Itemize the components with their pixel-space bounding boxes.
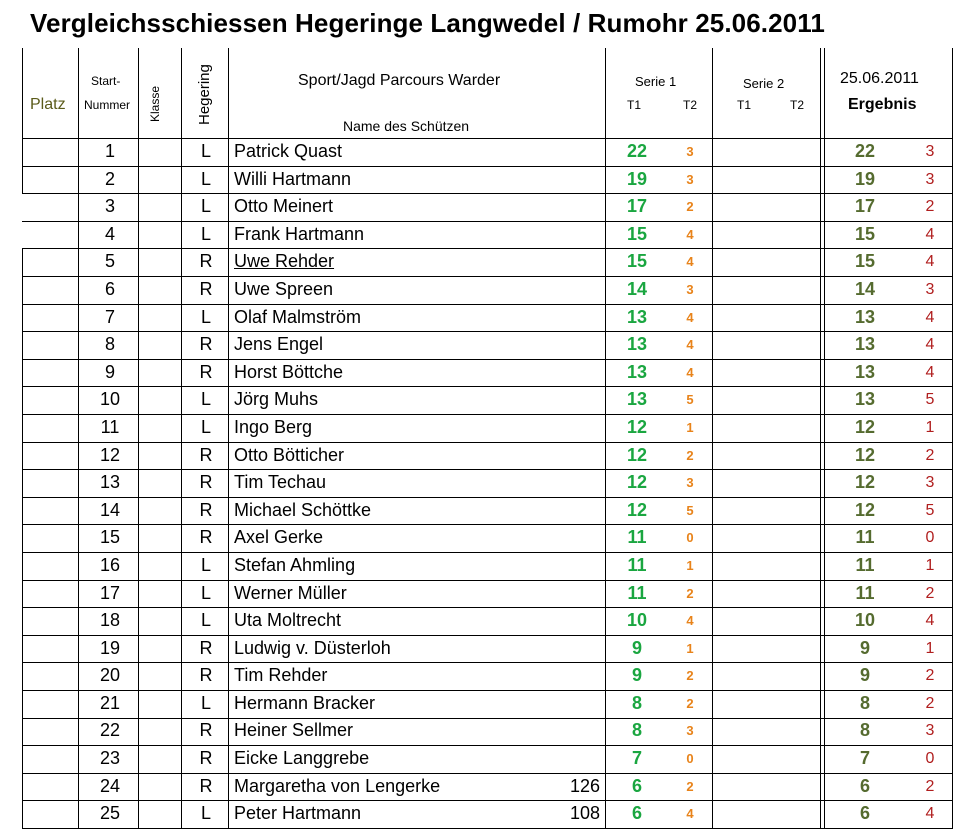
result-t2: 2 [925,694,935,712]
result-total: 11 [855,554,875,575]
hegering: L [200,223,211,244]
result-total: 22 [854,141,876,161]
result-t2: 2 [925,584,935,602]
table-row [0,635,969,663]
result-t2: 4 [925,308,935,326]
result-total: 10 [854,610,876,631]
hegering: L [200,582,211,603]
result-t2: 4 [925,612,935,630]
start-number: 23 [99,748,121,769]
row-divider [22,828,953,829]
start-number: 22 [99,720,121,741]
header-ergebnis: Ergebnis [848,96,917,113]
table-row [0,800,969,828]
result-t2: 4 [925,253,935,271]
shooter-name: Ludwig v. Düsterloh [234,637,391,658]
serie1-t2: 3 [686,723,694,739]
header-serie2-t1: T1 [737,98,752,112]
result-total: 12 [854,499,876,520]
result-t2: 1 [925,556,935,574]
serie1-t2: 2 [686,668,694,684]
table-row [0,442,969,470]
serie1-t1: 17 [626,196,648,217]
result-total: 13 [854,389,876,410]
start-number: 15 [99,527,121,548]
shooter-name: Margaretha von Lengerke [234,775,441,796]
result-t2: 3 [925,722,935,740]
shooter-name: Olaf Malmström [234,306,362,327]
start-number: 11 [100,416,120,437]
result-t2: 5 [925,391,935,409]
result-total: 19 [854,168,876,189]
result-total: 7 [859,748,870,769]
start-number: 20 [99,665,121,686]
shooter-name: Michael Schöttke [234,499,372,520]
result-total: 13 [854,306,876,327]
shooter-name: Patrick Quast [234,141,343,161]
hegering: R [199,334,213,355]
hegering: L [200,141,211,161]
result-total: 6 [859,803,870,824]
serie1-t2: 4 [686,226,694,242]
header-start-line1: Start- [91,74,121,88]
serie1-t1: 22 [626,141,648,161]
start-number: 21 [99,692,121,713]
result-t2: 4 [925,805,935,823]
serie1-t2: 2 [686,447,694,463]
hegering: R [199,637,213,658]
serie1-t1: 6 [631,775,642,796]
table-row [0,717,969,745]
result-total: 14 [854,278,876,299]
hegering: L [200,196,211,217]
table-row [0,248,969,276]
page-title: Vergleichsschiessen Hegeringe Langwedel / Rumohr 25.06.2011 [30,8,825,38]
serie1-t1: 13 [626,306,648,327]
shooter-name: Horst Böttche [234,361,344,382]
table-row [0,580,969,608]
table-row [0,745,969,773]
serie1-t2: 5 [686,502,694,518]
start-number: 19 [99,637,121,658]
hegering: R [199,775,213,796]
serie1-t1: 19 [626,168,648,189]
table-row [0,359,969,387]
hegering: L [200,554,211,575]
column-divider [22,48,23,138]
start-number: 14 [99,499,121,520]
table-row [0,221,969,249]
shooter-name: Werner Müller [234,582,347,603]
serie1-t2: 1 [686,419,694,435]
serie1-t2: 4 [686,309,694,325]
serie1-t1: 8 [631,720,642,741]
table-row [0,386,969,414]
shooter-name: Stefan Ahmling [234,554,356,575]
serie1-t1: 8 [631,692,642,713]
hegering: R [199,251,213,272]
serie1-t2: 4 [686,337,694,353]
header-klasse: Klasse [148,85,162,122]
serie1-t1: 12 [626,444,648,465]
start-number: 3 [104,196,115,217]
shooter-name: Otto Meinert [234,196,334,217]
shooter-name: Uwe Spreen [234,278,334,299]
header-serie2: Serie 2 [743,76,785,91]
serie1-t1: 12 [626,416,648,437]
result-t2: 4 [925,336,935,354]
table-row [0,276,969,304]
shooter-name: Willi Hartmann [234,168,352,189]
header-serie1-t1: T1 [627,98,642,112]
hegering: R [199,278,213,299]
serie1-t1: 9 [631,665,642,686]
table-row [0,690,969,718]
hegering: L [200,389,211,410]
start-number: 6 [104,278,115,299]
result-t2: 4 [925,363,935,381]
serie1-t2: 0 [686,751,694,767]
result-t2: 2 [925,446,935,464]
serie1-t2: 2 [686,695,694,711]
table-row [0,662,969,690]
result-total: 12 [854,472,876,493]
shooter-name: Frank Hartmann [234,223,365,244]
result-t2: 2 [925,198,935,216]
extra-value: 126 [569,775,600,796]
hegering: L [200,692,211,713]
start-number: 24 [99,775,121,796]
result-t2: 3 [925,280,935,298]
shooter-name: Tim Rehder [234,665,328,686]
result-t2: 4 [925,225,935,243]
result-total: 13 [854,361,876,382]
serie1-t1: 7 [631,748,642,769]
serie1-t2: 4 [686,364,694,380]
hegering: R [199,361,213,382]
hegering: L [200,610,211,631]
table-row [0,469,969,497]
serie1-t1: 11 [627,527,647,548]
shooter-name: Ingo Berg [234,416,313,437]
shooter-name: Jörg Muhs [234,389,319,410]
result-t2: 1 [925,639,935,657]
result-total: 11 [855,527,875,548]
header-name: Name des Schützen [343,118,470,134]
shooter-name: Eicke Langgrebe [234,748,370,769]
hegering: R [199,665,213,686]
shooter-name: Tim Techau [234,472,327,493]
start-number: 5 [104,251,115,272]
hegering: R [199,499,213,520]
serie1-t1: 12 [626,499,648,520]
shooter-name: Peter Hartmann [234,803,362,824]
serie1-t1: 9 [631,637,642,658]
result-t2: 0 [925,529,935,547]
start-number: 10 [99,389,121,410]
serie1-t1: 10 [626,610,648,631]
serie1-t2: 3 [686,171,694,187]
start-number: 18 [99,610,121,631]
hegering: L [200,168,211,189]
start-number: 7 [104,306,115,327]
serie1-t2: 4 [686,254,694,270]
result-total: 6 [859,775,870,796]
start-number: 4 [104,223,115,244]
serie1-t2: 4 [686,613,694,629]
result-t2: 5 [925,501,935,519]
result-t2: 3 [925,170,935,188]
result-t2: 2 [925,667,935,685]
serie1-t1: 15 [626,223,648,244]
result-total: 11 [855,582,875,603]
header-hegering: Hegering [196,64,213,125]
hegering: R [199,720,213,741]
serie1-t1: 13 [626,361,648,382]
header-serie1-t2: T2 [683,98,698,112]
shooter-name: Uta Moltrecht [234,610,342,631]
table-row [0,497,969,525]
shooter-name: Uwe Rehder [234,251,335,272]
serie1-t1: 14 [626,278,648,299]
result-total: 15 [854,251,876,272]
extra-value: 108 [569,803,600,824]
result-total: 12 [854,444,876,465]
table-row [0,524,969,552]
header-serie2-t2: T2 [790,98,805,112]
serie1-t1: 6 [631,803,642,824]
hegering: L [200,306,211,327]
start-number: 17 [99,582,121,603]
hegering: L [200,416,211,437]
result-total: 13 [854,334,876,355]
serie1-t2: 3 [686,475,694,491]
start-number: 16 [99,554,121,575]
result-t2: 1 [925,418,935,436]
serie1-t2: 2 [686,585,694,601]
result-total: 8 [859,692,870,713]
start-number: 25 [99,803,121,824]
table-row [0,414,969,442]
header-platz: Platz [30,96,66,113]
start-number: 9 [104,361,115,382]
start-number: 13 [99,472,121,493]
result-t2: 0 [925,750,935,768]
shooter-name: Axel Gerke [234,527,324,548]
table-row [0,607,969,635]
hegering: R [199,748,213,769]
serie1-t2: 2 [686,199,694,215]
results-table [0,138,969,828]
shooter-name: Otto Bötticher [234,444,345,465]
header-parcours: Sport/Jagd Parcours Warder [298,72,501,89]
result-total: 9 [859,637,870,658]
serie1-t2: 5 [686,392,694,408]
result-t2: 2 [925,777,935,795]
shooter-name: Heiner Sellmer [234,720,354,741]
serie1-t2: 1 [686,557,694,573]
serie1-t1: 13 [626,389,648,410]
hegering: R [199,472,213,493]
hegering: R [199,444,213,465]
header-start-line2: Nummer [84,98,131,112]
table-row [0,138,969,166]
result-total: 15 [854,223,876,244]
serie1-t1: 13 [626,334,648,355]
table-row [0,193,969,221]
serie1-t1: 15 [626,251,648,272]
result-t2: 3 [925,143,935,160]
start-number: 2 [104,168,115,189]
result-total: 9 [859,665,870,686]
serie1-t1: 12 [626,472,648,493]
start-number: 1 [104,141,115,161]
result-total: 12 [854,416,876,437]
header-date: 25.06.2011 [840,70,919,87]
table-row [0,166,969,194]
serie1-t2: 1 [686,640,694,656]
table-row [0,552,969,580]
serie1-t2: 3 [686,144,694,159]
hegering: R [199,527,213,548]
serie1-t2: 4 [686,806,694,822]
serie1-t2: 2 [686,778,694,794]
result-t2: 3 [925,474,935,492]
header-serie1: Serie 1 [635,74,677,89]
serie1-t2: 3 [686,281,694,297]
table-row [0,331,969,359]
hegering: L [200,803,211,824]
table-row [0,304,969,332]
shooter-name: Hermann Bracker [234,692,376,713]
table-row [0,773,969,801]
shooter-name: Jens Engel [234,334,324,355]
start-number: 12 [99,444,121,465]
result-total: 8 [859,720,870,741]
start-number: 8 [104,334,115,355]
serie1-t1: 11 [627,554,647,575]
result-total: 17 [854,196,876,217]
serie1-t1: 11 [627,582,647,603]
serie1-t2: 0 [686,530,694,546]
